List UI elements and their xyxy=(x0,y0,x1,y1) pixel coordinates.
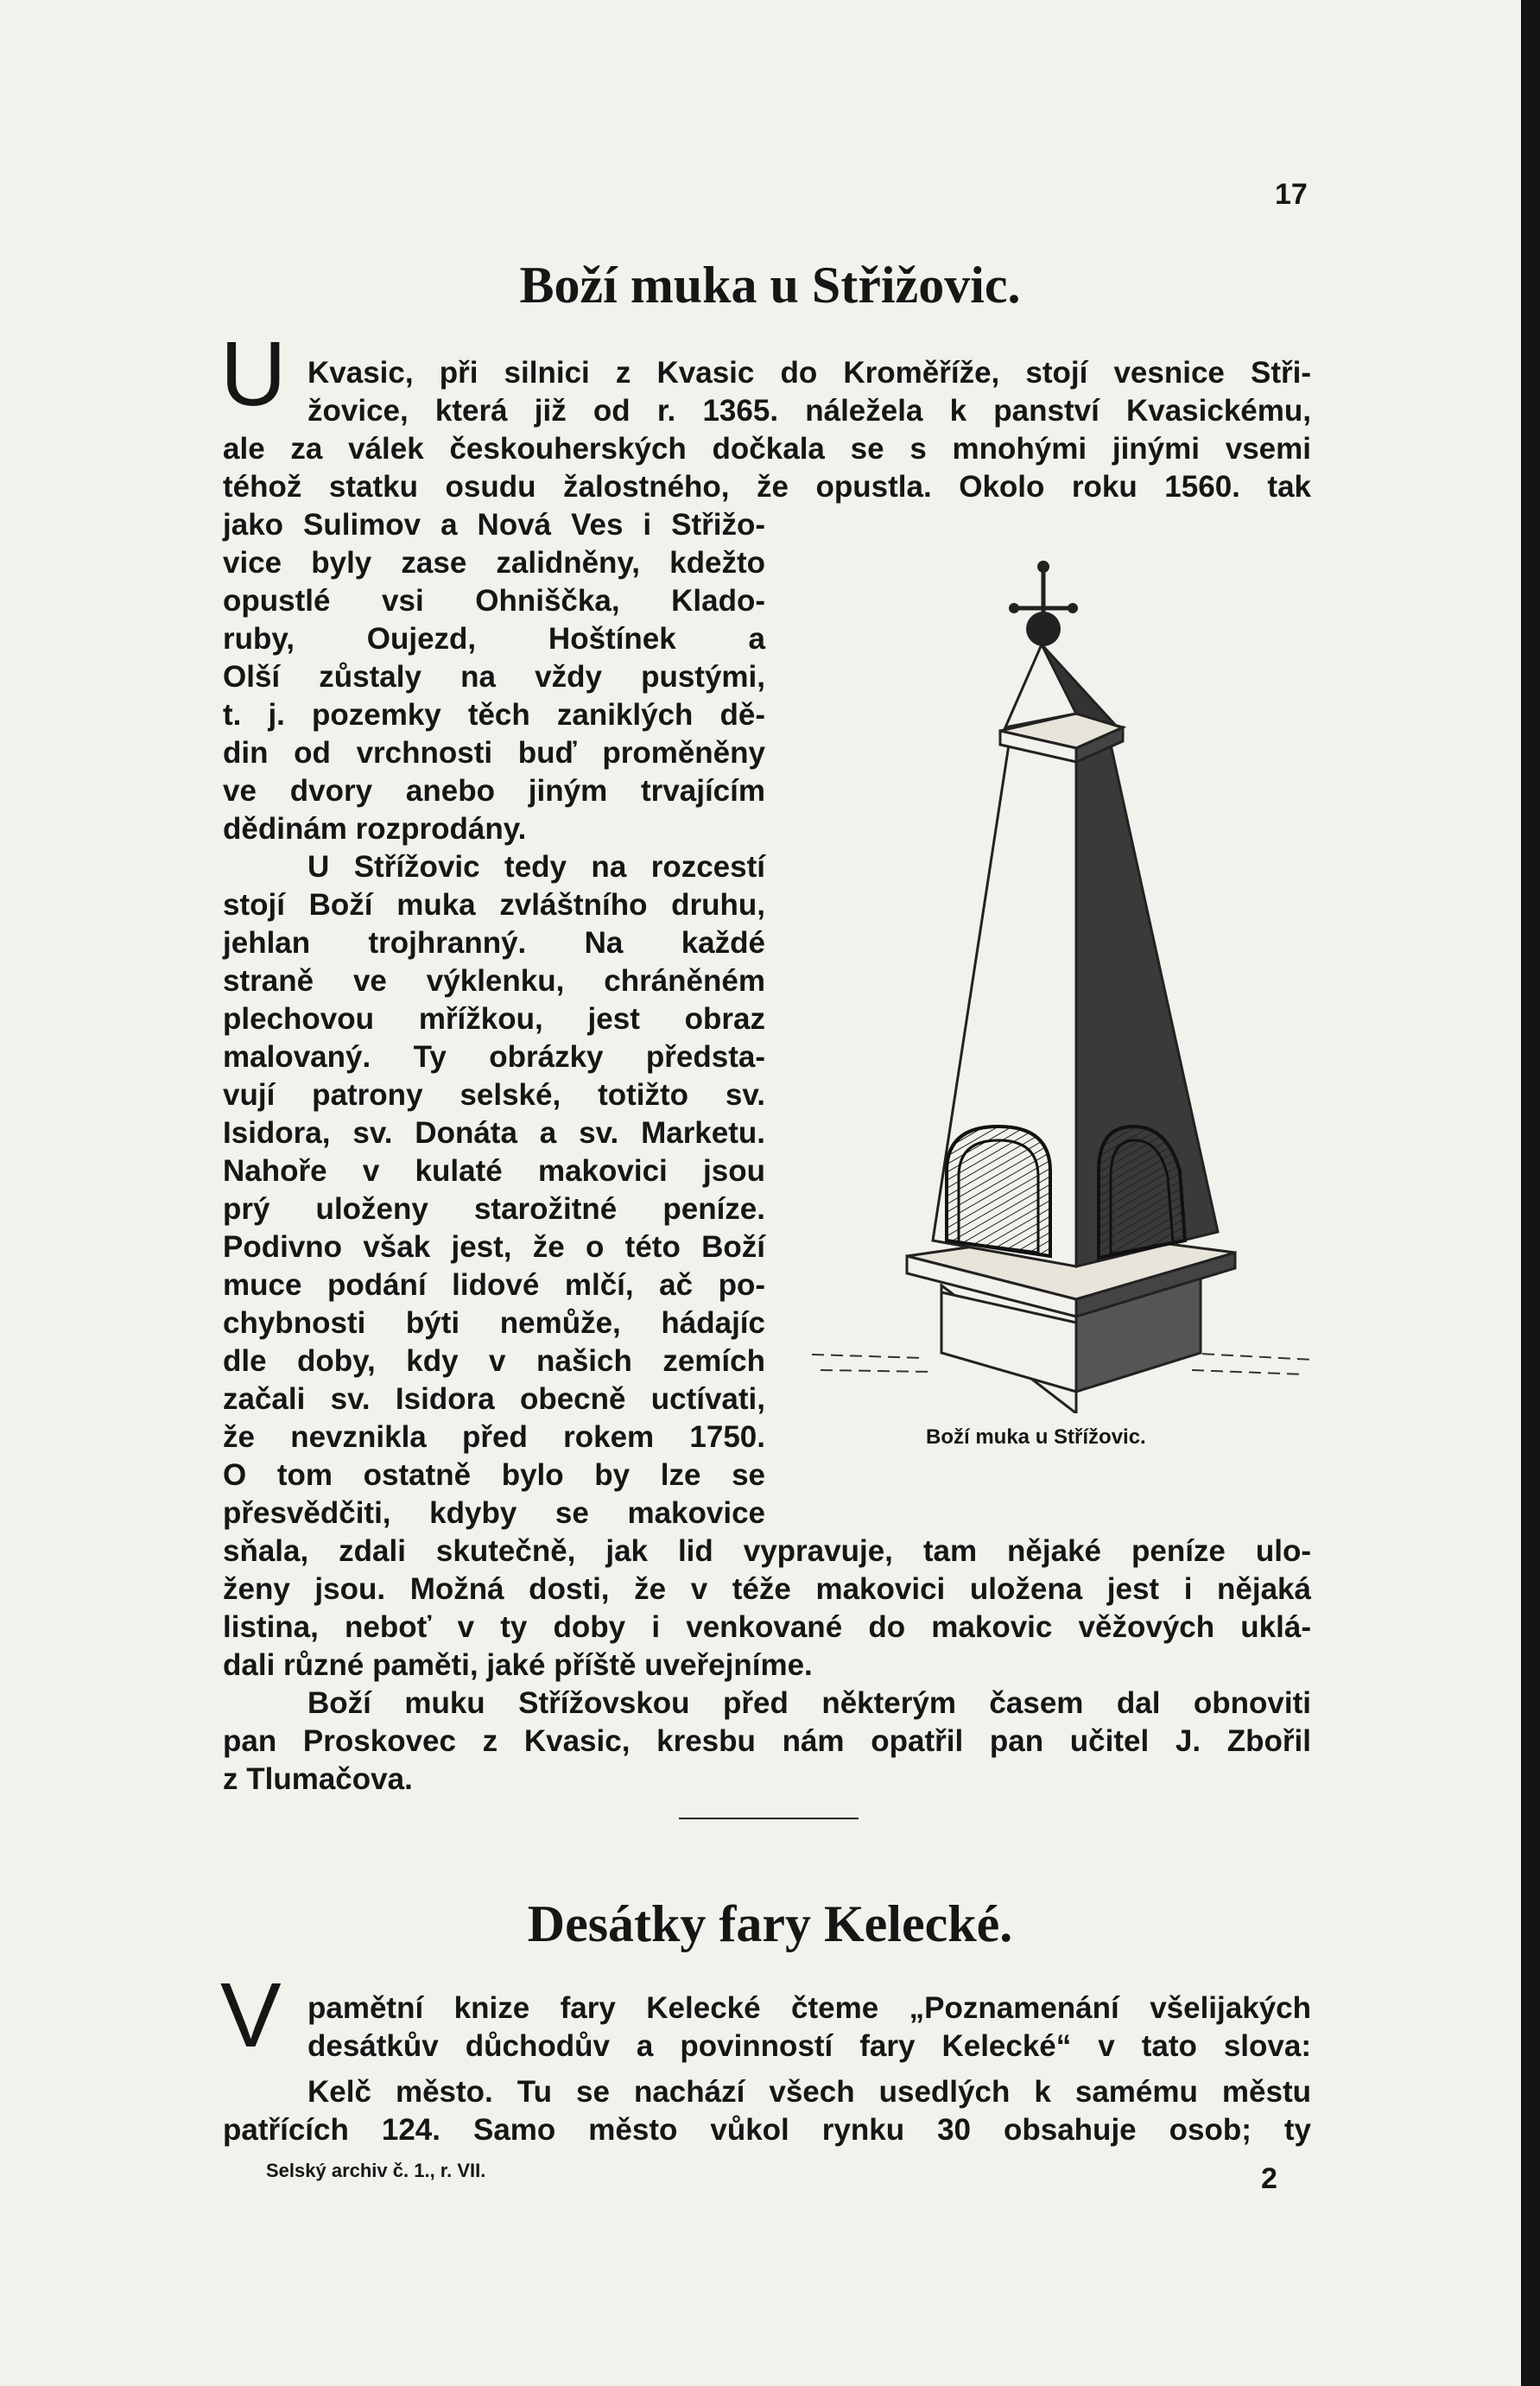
text-line: ve dvory anebo jiným trvajícím xyxy=(223,774,765,808)
obelisk-illustration xyxy=(795,549,1330,1413)
text-line: jehlan trojhranný. Na každé xyxy=(223,926,765,960)
text-line: din od vrchnosti buď proměněny xyxy=(223,736,765,770)
text-line: Podivno však jest, že o této Boží xyxy=(223,1230,765,1264)
dropcap-1: U xyxy=(220,323,287,425)
text-line: začali sv. Isidora obecně uctívati, xyxy=(223,1382,765,1416)
illustration-caption: Boží muka u Střížovic. xyxy=(926,1425,1146,1449)
text-line: Kelč město. Tu se nachází všech usedlých k samému městu xyxy=(307,2075,1311,2109)
text-line: patřících 124. Samo město vůkol rynku 30 obsahuje osob; ty xyxy=(223,2113,1311,2147)
text-line: stojí Boží muka zvláštního druhu, xyxy=(223,888,765,922)
text-line: Kvasic, při silnici z Kvasic do Kroměříže, stojí vesnice Stři- xyxy=(307,356,1311,390)
text-line: muce podání lidové mlčí, ač po- xyxy=(223,1268,765,1302)
text-line: straně ve výklenku, chráněném xyxy=(223,964,765,998)
page-number: 17 xyxy=(1275,178,1308,211)
text-line: plechovou mřížkou, jest obraz xyxy=(223,1002,765,1036)
text-line: chybnosti býti nemůže, hádajíc xyxy=(223,1306,765,1340)
text-line: malovaný. Ty obrázky předsta- xyxy=(223,1040,765,1074)
text-line: O tom ostatně bylo by lze se xyxy=(223,1458,765,1492)
text-line: ženy jsou. Možná dosti, že v téže makovici uložena jest i nějaká xyxy=(223,1572,1311,1606)
text-line: Boží muku Střížovskou před některým časem dal obnoviti xyxy=(307,1686,1311,1720)
text-line: Olší zůstaly na vždy pustými, xyxy=(223,660,765,694)
text-line: jako Sulimov a Nová Ves i Střižo- xyxy=(223,508,765,542)
text-line: dle doby, kdy v našich zemích xyxy=(223,1344,765,1378)
text-line: opustlé vsi Ohniščka, Kladо- xyxy=(223,584,765,618)
text-line: t. j. pozemky těch zaniklých dě- xyxy=(223,698,765,732)
text-line: Isidora, sv. Donáta a sv. Marketu. xyxy=(223,1116,765,1150)
text-line: listina, neboť v ty doby i venkované do makovic věžových uklá- xyxy=(223,1610,1311,1644)
text-line: U Střížovic tedy na rozcestí xyxy=(307,850,765,884)
text-line: desátkův důchodův a povinností fary Kelecké“ v tato slova: xyxy=(307,2029,1311,2063)
text-line: přesvědčiti, kdyby se makovice xyxy=(223,1496,765,1530)
article-title-2: Desátky fary Kelecké. xyxy=(527,1895,1013,1952)
text-line: vice byly zase zalidněny, kdežto xyxy=(223,546,765,580)
text-line: žovice, která již od r. 1365. náležela k panství Kvasickému, xyxy=(307,394,1311,428)
section-separator xyxy=(679,1818,859,1819)
text-line: ale za válek českouherských dočkala se s mnohými jinými vsemi xyxy=(223,432,1311,466)
footer-signature-number: 2 xyxy=(1261,2162,1277,2195)
text-line: ruby, Oujezd, Hoštínek a xyxy=(223,622,765,656)
text-line: že nevznikla před rokem 1750. xyxy=(223,1420,765,1454)
page-edge xyxy=(1521,0,1540,2386)
text-line: z Tlumačova. xyxy=(223,1762,413,1796)
footer-source: Selský archiv č. 1., r. VII. xyxy=(266,2160,486,2181)
text-line: téhož statku osudu žalostného, že opustla. Okolo roku 1560. tak xyxy=(223,470,1311,504)
text-line: dali různé paměti, jaké příště uveřejníme. xyxy=(223,1648,813,1682)
text-line: Nahoře v kulaté makovici jsou xyxy=(223,1154,765,1188)
article-title-1: Boží muka u Střižovic. xyxy=(519,257,1021,314)
text-line: dědinám rozprodány. xyxy=(223,812,527,846)
text-line: pamětní knize fary Kelecké čteme „Poznamenání všelijakých xyxy=(307,1991,1311,2025)
dropcap-2: V xyxy=(220,1964,282,2066)
text-line: prý uloženy starožitné peníze. xyxy=(223,1192,765,1226)
text-line: sňala, zdali skutečně, jak lid vypravuje, tam nějaké peníze ulo- xyxy=(223,1534,1311,1568)
text-line: pan Proskovec z Kvasic, kresbu nám opatřil pan učitel J. Zbořil xyxy=(223,1724,1311,1758)
text-line: vují patrony selské, totižto sv. xyxy=(223,1078,765,1112)
